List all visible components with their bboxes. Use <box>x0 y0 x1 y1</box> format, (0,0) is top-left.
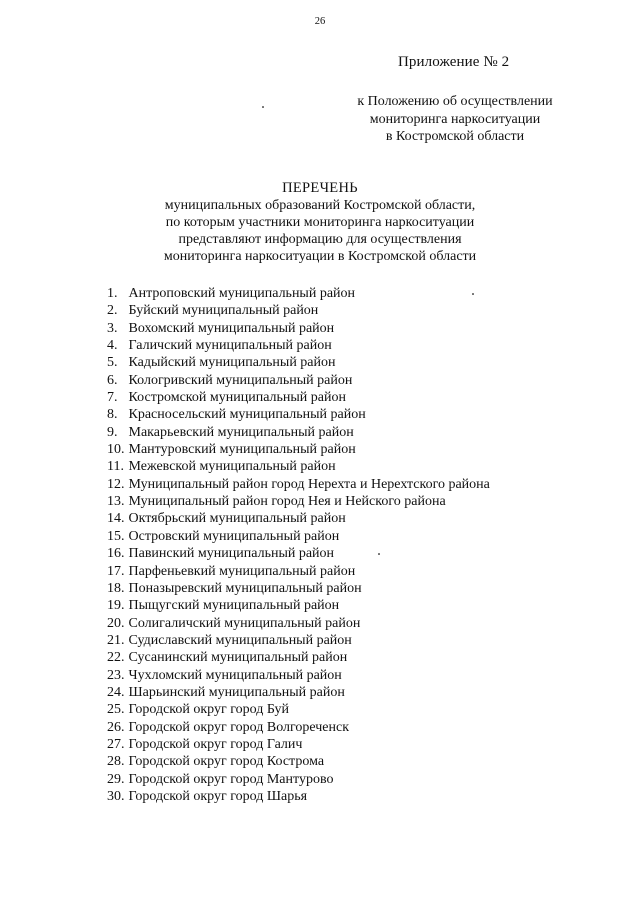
list-item-text: Парфеньевкий муниципальный район <box>128 563 356 579</box>
list-item-text: Чухломский муниципальный район <box>128 667 342 683</box>
list-item-number: 23. <box>107 667 125 683</box>
list-item-text: Городской округ город Мантурово <box>128 771 334 787</box>
list-item-text: Городской округ город Галич <box>128 736 303 752</box>
list-item <box>107 510 490 527</box>
list-item <box>107 632 490 649</box>
list-item-text: Городской округ город Кострома <box>128 754 325 770</box>
appendix-reference-line: к Положению об осуществлении <box>357 94 553 109</box>
list-item-number: 16. <box>107 546 125 562</box>
scan-speck <box>262 106 264 108</box>
list-item-number: 17. <box>107 563 125 579</box>
list-item <box>107 788 490 805</box>
list-item-number: 26. <box>107 719 125 735</box>
list-item-text: Октябрьский муниципальный район <box>128 511 346 527</box>
list-item <box>107 563 490 580</box>
list-item-text: Солигаличский муниципальный район <box>128 615 361 631</box>
document-subtitle-line: представляют информацию для осуществления <box>178 232 462 247</box>
list-item-text: Межевской муниципальный район <box>128 459 336 475</box>
list-item <box>107 354 490 371</box>
list-item-text: Буйский муниципальный район <box>128 303 319 319</box>
appendix-reference-line: мониторинга наркоситуации <box>369 111 541 127</box>
list-item-number: 13. <box>107 494 125 510</box>
list-item <box>107 545 490 562</box>
list-item-text: Городской округ город Волгореченск <box>128 719 350 735</box>
list-item-number: 6. <box>107 372 118 388</box>
list-item-text: Судиславский муниципальный район <box>128 632 352 648</box>
document-heading <box>0 180 640 265</box>
list-item-number: 29. <box>107 771 125 787</box>
list-item <box>107 424 490 441</box>
list-item-number: 20. <box>107 615 125 631</box>
list-item-text: Красносельский муниципальный район <box>128 407 366 423</box>
list-item-text: Городской округ город Буй <box>128 702 290 718</box>
list-item-text: Мантуровский муниципальный район <box>128 442 356 458</box>
page-number: 26 <box>314 16 326 27</box>
list-item-text: Шарьинский муниципальный район <box>128 684 345 700</box>
list-item-number: 22. <box>107 650 125 666</box>
document-title: ПЕРЕЧЕНЬ <box>282 180 358 196</box>
list-item <box>107 528 490 545</box>
list-item-number: 1. <box>107 286 118 301</box>
appendix-reference <box>330 93 580 146</box>
list-item <box>107 476 490 493</box>
list-item-text: Костромской муниципальный район <box>128 390 346 406</box>
municipality-list <box>107 285 490 805</box>
appendix-label: Приложение № 2 <box>398 54 510 70</box>
list-item-number: 12. <box>107 476 125 492</box>
scan-speck <box>378 553 380 555</box>
list-item <box>107 580 490 597</box>
list-item <box>107 372 490 389</box>
list-item <box>107 615 490 632</box>
list-item <box>107 302 490 319</box>
list-item <box>107 649 490 666</box>
list-item-number: 7. <box>107 390 118 406</box>
list-item-number: 19. <box>107 598 125 614</box>
list-item-number: 21. <box>107 632 125 648</box>
list-item <box>107 493 490 510</box>
list-item-number: 5. <box>107 355 118 371</box>
list-item <box>107 337 490 354</box>
list-item-number: 11. <box>107 459 124 475</box>
list-item-text: Галичский муниципальный район <box>128 338 332 354</box>
list-item-text: Антроповский муниципальный район <box>128 286 356 301</box>
list-item <box>107 597 490 614</box>
document-subtitle-line: муниципальных образований Костромской области, <box>164 198 476 213</box>
list-item-number: 4. <box>107 338 118 354</box>
list-item <box>107 458 490 475</box>
list-item-text: Макарьевский муниципальный район <box>128 424 354 440</box>
list-item-number: 3. <box>107 320 118 336</box>
list-item <box>107 285 490 302</box>
list-item-text: Муниципальный район город Нерехта и Нерехтского района <box>128 476 490 492</box>
list-item-number: 30. <box>107 788 125 804</box>
list-item-text: Пыщугский муниципальный район <box>128 598 340 614</box>
appendix-reference-line: в Костромской области <box>385 129 525 144</box>
list-item <box>107 753 490 770</box>
list-item-text: Кадыйский муниципальный район <box>128 355 336 371</box>
list-item-number: 24. <box>107 684 125 700</box>
list-item-number: 9. <box>107 424 118 440</box>
list-item-number: 27. <box>107 736 125 752</box>
list-item-text: Павинский муниципальный район <box>128 546 335 562</box>
list-item <box>107 684 490 701</box>
document-subtitle-line: мониторинга наркоситуации в Костромской области <box>163 249 477 264</box>
document-subtitle-line: по которым участники мониторинга наркоситуации <box>165 215 475 230</box>
list-item-text: Муниципальный район город Нея и Нейского района <box>128 494 446 510</box>
list-item-text: Островский муниципальный район <box>128 528 340 544</box>
list-item-number: 14. <box>107 511 125 527</box>
list-item-number: 18. <box>107 580 125 596</box>
scan-speck <box>472 293 474 295</box>
list-item-text: Кологривский муниципальный район <box>128 372 353 388</box>
list-item <box>107 667 490 684</box>
list-item-number: 25. <box>107 702 125 718</box>
list-item <box>107 736 490 753</box>
list-item-text: Сусанинский муниципальный район <box>128 650 348 666</box>
list-item-number: 8. <box>107 407 118 423</box>
list-item <box>107 701 490 718</box>
list-item-number: 10. <box>107 442 125 458</box>
list-item-text: Поназыревский муниципальный район <box>128 580 362 596</box>
list-item <box>107 406 490 423</box>
list-item-number: 28. <box>107 754 125 770</box>
list-item <box>107 441 490 458</box>
list-item <box>107 719 490 736</box>
list-item-number: 2. <box>107 303 118 319</box>
list-item-text: Городской округ город Шарья <box>128 788 308 804</box>
list-item <box>107 320 490 337</box>
list-item-number: 15. <box>107 528 125 544</box>
list-item-text: Вохомский муниципальный район <box>128 320 335 336</box>
list-item <box>107 389 490 406</box>
list-item <box>107 771 490 788</box>
